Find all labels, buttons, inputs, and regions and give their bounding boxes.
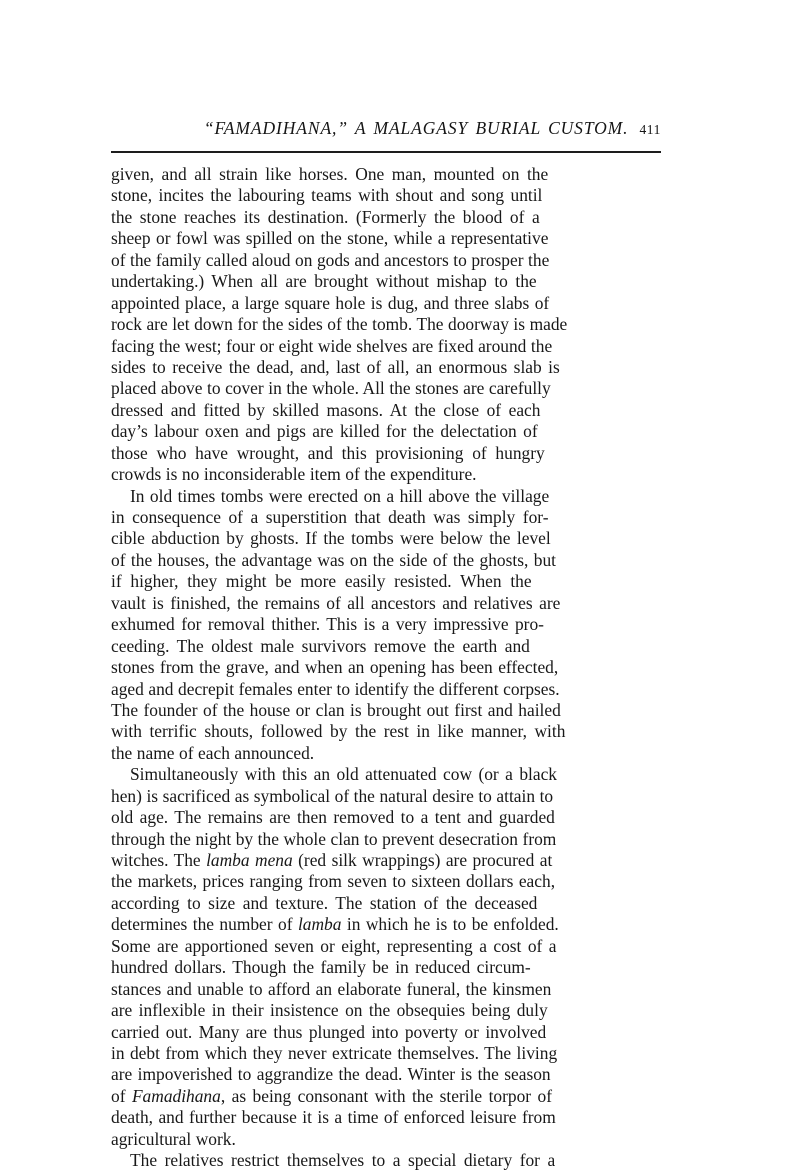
text-line	[111, 1022, 661, 1043]
text-line	[111, 164, 661, 185]
text-run: through the night by the whole clan to prevent desecration from	[111, 828, 557, 849]
text-line	[111, 657, 661, 678]
text-line	[111, 871, 661, 892]
text-line	[111, 721, 661, 742]
text-run: exhumed for removal thither. This is a very impressive pro-	[111, 614, 544, 635]
text-run: the stone reaches its destination. (Formerly the blood of a	[111, 206, 540, 227]
text-run: the name of each announced.	[111, 742, 315, 763]
text-run: ceeding. The oldest male survivors remove the earth and	[111, 635, 530, 656]
text-line	[111, 1086, 661, 1107]
italic-term: Famadihana	[131, 1085, 221, 1106]
text-line	[111, 700, 661, 721]
running-header	[111, 118, 661, 144]
text-line	[111, 743, 661, 764]
text-run: (red silk wrappings) are procured at	[292, 850, 553, 870]
text-run: sheep or fowl was spilled on the stone, while a representative	[111, 228, 549, 249]
text-line	[111, 571, 661, 592]
italic-term: lamba mena	[206, 850, 293, 870]
text-line	[111, 185, 661, 206]
text-run: are impoverished to aggrandize the dead. Winter is the season	[111, 1064, 551, 1085]
text-run: Some are apportioned seven or eight, representing a cost of a	[111, 935, 557, 956]
text-block	[111, 118, 661, 1172]
text-line	[111, 357, 661, 378]
text-line	[111, 614, 661, 635]
text-run: in consequence of a superstition that death was simply for-	[111, 507, 549, 527]
page-folio-number: 411	[639, 122, 661, 137]
text-run: placed above to cover in the whole. All the stones are carefully	[111, 378, 551, 399]
text-run: stone, incites the labouring teams with shout and song until	[111, 185, 543, 206]
text-line	[111, 786, 661, 807]
text-line	[111, 314, 661, 335]
text-line	[111, 507, 661, 528]
text-run: crowds is no inconsiderable item of the expenditure.	[111, 464, 477, 485]
text-line	[111, 764, 661, 785]
text-line	[111, 250, 661, 271]
text-run: , as being consonant with the sterile torpor of	[220, 1085, 553, 1106]
paragraph	[111, 1150, 661, 1171]
text-line	[111, 228, 661, 249]
paragraph	[111, 486, 661, 765]
text-line	[111, 271, 661, 292]
text-run: of the houses, the advantage was on the side of the ghosts, but	[111, 549, 556, 570]
text-run: facing the west; four or eight wide shelves are fixed around the	[111, 335, 553, 356]
text-run: in which he is to be enfolded.	[341, 914, 559, 935]
running-header-title: “FAMADIHANA,” A MALAGASY BURIAL CUSTOM.	[203, 118, 629, 138]
text-run: dressed and fitted by skilled masons. At the close of each	[111, 399, 541, 420]
text-line	[111, 957, 661, 978]
text-run: if higher, they might be more easily resisted. When the	[111, 571, 532, 592]
text-run: Simultaneously with this an old attenuated cow (or a black	[130, 764, 558, 785]
text-run: are inflexible in their insistence on the obsequies being duly	[111, 1000, 548, 1021]
text-line	[111, 593, 661, 614]
text-run: The founder of the house or clan is brought out first and hailed	[111, 699, 561, 720]
text-line	[111, 464, 661, 485]
text-run: according to size and texture. The station of the deceased	[111, 892, 538, 913]
text-run: the markets, prices ranging from seven to sixteen dollars each,	[111, 871, 556, 892]
text-line	[111, 421, 661, 442]
text-line	[111, 207, 661, 228]
text-line	[111, 378, 661, 399]
text-run: sides to receive the dead, and, last of all, an enormous slab is	[111, 356, 560, 377]
text-run: in debt from which they never extricate themselves. The living	[111, 1042, 558, 1063]
text-run: agricultural work.	[111, 1128, 236, 1149]
text-run: given, and all strain like horses. One man, mounted on the	[111, 164, 549, 184]
text-line	[111, 979, 661, 1000]
text-line	[111, 1107, 661, 1128]
text-line	[111, 1000, 661, 1021]
text-line	[111, 443, 661, 464]
text-run: undertaking.) When all are brought without mishap to the	[111, 271, 537, 292]
text-run: The relatives restrict themselves to a special dietary for a	[130, 1150, 556, 1171]
text-run: day’s labour oxen and pigs are killed for the delectation of	[111, 421, 538, 442]
text-run: of	[111, 1085, 132, 1106]
text-run: death, and further because it is a time of enforced leisure from	[111, 1107, 556, 1128]
text-line	[111, 336, 661, 357]
paragraph	[111, 764, 661, 1150]
text-line	[111, 486, 661, 507]
text-run: old age. The remains are then removed to a tent and guarded	[111, 807, 555, 828]
text-run: of the family called aloud on gods and ancestors to prosper the	[111, 249, 550, 270]
text-run: hundred dollars. Though the family be in reduced circum-	[111, 957, 531, 978]
body-text	[111, 164, 661, 1172]
text-line	[111, 636, 661, 657]
text-run: those who have wrought, and this provisioning of hungry	[111, 442, 545, 463]
text-line	[111, 528, 661, 549]
text-run: hen) is sacrificed as symbolical of the natural desire to attain to	[111, 785, 554, 806]
header-rule-divider	[111, 151, 661, 153]
text-line	[111, 400, 661, 421]
italic-term: lamba	[297, 914, 342, 935]
text-line	[111, 1129, 661, 1150]
text-line	[111, 807, 661, 828]
text-run: stones from the grave, and when an opening has been effected,	[111, 657, 559, 678]
text-line	[111, 550, 661, 571]
text-line	[111, 893, 661, 914]
text-line	[111, 936, 661, 957]
paragraph	[111, 164, 661, 486]
text-line	[111, 679, 661, 700]
text-run: aged and decrepit females enter to identify the different corpses.	[111, 678, 560, 699]
text-line	[111, 829, 661, 850]
text-line	[111, 1150, 661, 1171]
text-run: stances and unable to afford an elaborate funeral, the kinsmen	[111, 978, 552, 999]
text-run: appointed place, a large square hole is dug, and three slabs of	[111, 292, 550, 313]
text-line	[111, 1064, 661, 1085]
text-line	[111, 850, 661, 871]
text-run: carried out. Many are thus plunged into poverty or involved	[111, 1021, 547, 1042]
text-run: with terrific shouts, followed by the rest in like manner, with	[111, 721, 566, 742]
text-run: cible abduction by ghosts. If the tombs were below the level	[111, 528, 551, 549]
text-line	[111, 914, 661, 935]
text-run: In old times tombs were erected on a hill above the village	[130, 485, 550, 506]
text-line	[111, 1043, 661, 1064]
text-line	[111, 293, 661, 314]
text-run: rock are let down for the sides of the tomb. The doorway is made	[111, 314, 568, 335]
text-run: vault is finished, the remains of all ancestors and relatives are	[111, 592, 561, 613]
text-run: determines the number of	[111, 914, 298, 935]
text-run: witches. The	[111, 850, 207, 870]
